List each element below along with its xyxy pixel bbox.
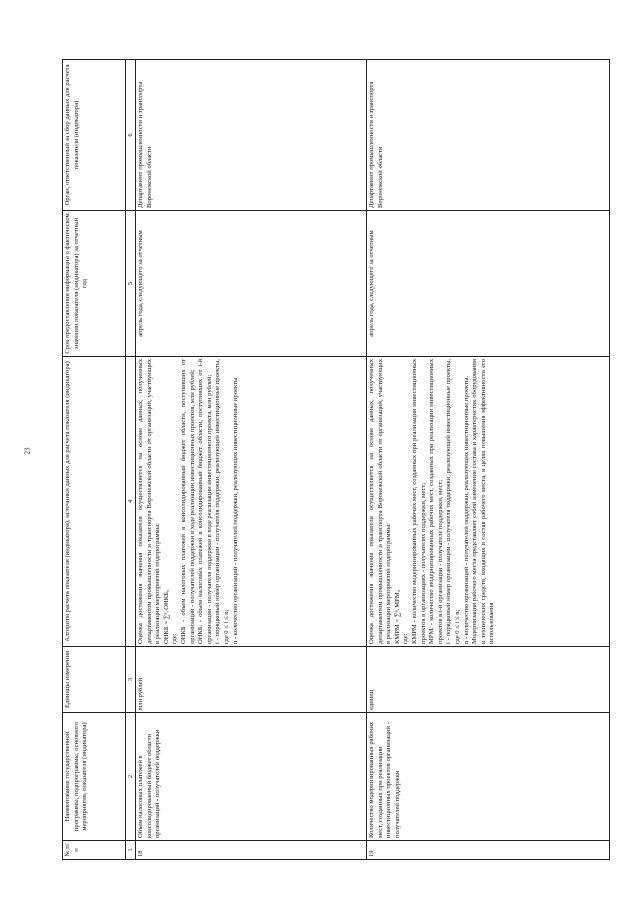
algorithm-line: Оценка достижения значения показателя осуществляется на основе данных, полученных департаментом промышленности и транспорта Воронежской области от организаций, участвующих в реализации мероприятий подпрограммы: xyxy=(137,359,162,644)
indicator-name: Объем налоговых платежей в консолидированный бюджет области организаций - получателей поддержки xyxy=(136,713,367,841)
column-number: 2 xyxy=(126,713,136,841)
indicator-deadline: апрель года, следующего за отчетным xyxy=(367,211,610,357)
column-number: 4 xyxy=(126,357,136,647)
algorithm-line: Оценка достижения значения показателя осуществляется на основе данных, полученных департаментом промышленности и транспорта Воронежской области от организаций, участвующих в реализации мероприятий подпрограммы: xyxy=(368,359,393,644)
header-name: Наименование государственной программы, подпрограммы, основного мероприятия, показателя (индикатора) xyxy=(63,713,126,841)
header-num: № п/п xyxy=(63,841,126,860)
algorithm-line: КМРМ - количество модернизированных рабочих мест, созданных при реализации инвестиционных проектов в организациях - получателях поддержки, мест; xyxy=(410,359,427,644)
row-number: 19 xyxy=(367,841,610,860)
row-number: 18 xyxy=(136,841,367,860)
table-header-row xyxy=(63,60,126,860)
indicator-unit: единиц xyxy=(367,647,610,713)
indicator-table xyxy=(62,59,610,860)
indicator-algorithm xyxy=(367,357,610,647)
table-row xyxy=(367,60,610,860)
algorithm-line: n - количество организаций - получателей поддержки, реализующих инвестиционные проекты xyxy=(231,377,239,644)
algorithm-line: где: xyxy=(402,633,410,644)
algorithm-formula: ОНКБ = ∑ⁿᵢ ОНКБᵢ, xyxy=(162,589,170,644)
header-deadline: Срок предоставления информации о фактическом значении показателя (индикатора) за отчетный год xyxy=(63,211,126,357)
algorithm-line: i - порядковый номер организации - получателя поддержки, реализующей инвестиционные проекты, где 0 ≤ i ≤ n; xyxy=(445,359,461,644)
column-number: 6 xyxy=(126,60,136,211)
indicator-algorithm xyxy=(136,357,367,647)
rotated-table-container xyxy=(62,60,610,860)
algorithm-line: i - порядковый номер организации - получателя поддержки, реализующей инвестиционные проекты, где 0 ≤ i ≤ n; xyxy=(214,359,230,644)
header-unit: Единицы измерения xyxy=(63,647,126,713)
algorithm-line: Модернизация рабочего места представляет собой изменение состава и характеристик оборудования и технических средств, входящих в состав рабочего места, в целях повышения эффективности его использования xyxy=(471,359,496,644)
algorithm-line: n - количество организаций - получателей поддержки, реализующих инвестиционные проекты. xyxy=(462,375,470,644)
table-row xyxy=(136,60,367,860)
header-responsible: Орган, ответственный за сбор данных для расчета показателя (индикатора) xyxy=(63,60,126,211)
column-number: 5 xyxy=(126,211,136,357)
indicator-name: Количество модернизированных рабочих мест, созданных при реализации инвестиционных проектов организаций - получателей поддержки xyxy=(367,713,610,841)
indicator-deadline: апрель года, следующего за отчетным xyxy=(136,211,367,357)
column-number: 3 xyxy=(126,647,136,713)
indicator-responsible: Департамент промышленности и транспорта Воронежской области xyxy=(136,60,367,211)
column-number-row xyxy=(126,60,136,860)
header-algorithm: Алгоритм расчета показателя (индикатора), источники данных для расчета показателя (индикатора) xyxy=(63,357,126,647)
indicator-unit: млн рублей xyxy=(136,647,367,713)
page-number: 23 xyxy=(23,447,32,455)
indicator-responsible: Департамент промышленности и транспорта Воронежской области xyxy=(367,60,610,211)
algorithm-line: ОНКБᵢ - объем налоговых платежей в консолидированный бюджет области, поступивших от i-й организации - получателя поддержки в ходе реализации инвестиционного проекта, млн рублей; xyxy=(197,359,213,644)
algorithm-formula: КМРМ = ∑ⁿᵢ МРМᵢ, xyxy=(393,589,401,644)
algorithm-line: ОНКБ - объем налоговых платежей в консолидированный бюджет области, поступивших от организаций - получателей поддержки в ходе реализации инвестиционных проектов, млн рублей; xyxy=(179,359,196,644)
column-number: 1 xyxy=(126,841,136,860)
algorithm-line: где: xyxy=(171,633,179,644)
algorithm-line: МРМᵢ - количество модернизированных рабочих мест, созданных при реализации инвестиционных проектов в i-й организации - получателе поддержки, мест; xyxy=(428,359,444,644)
